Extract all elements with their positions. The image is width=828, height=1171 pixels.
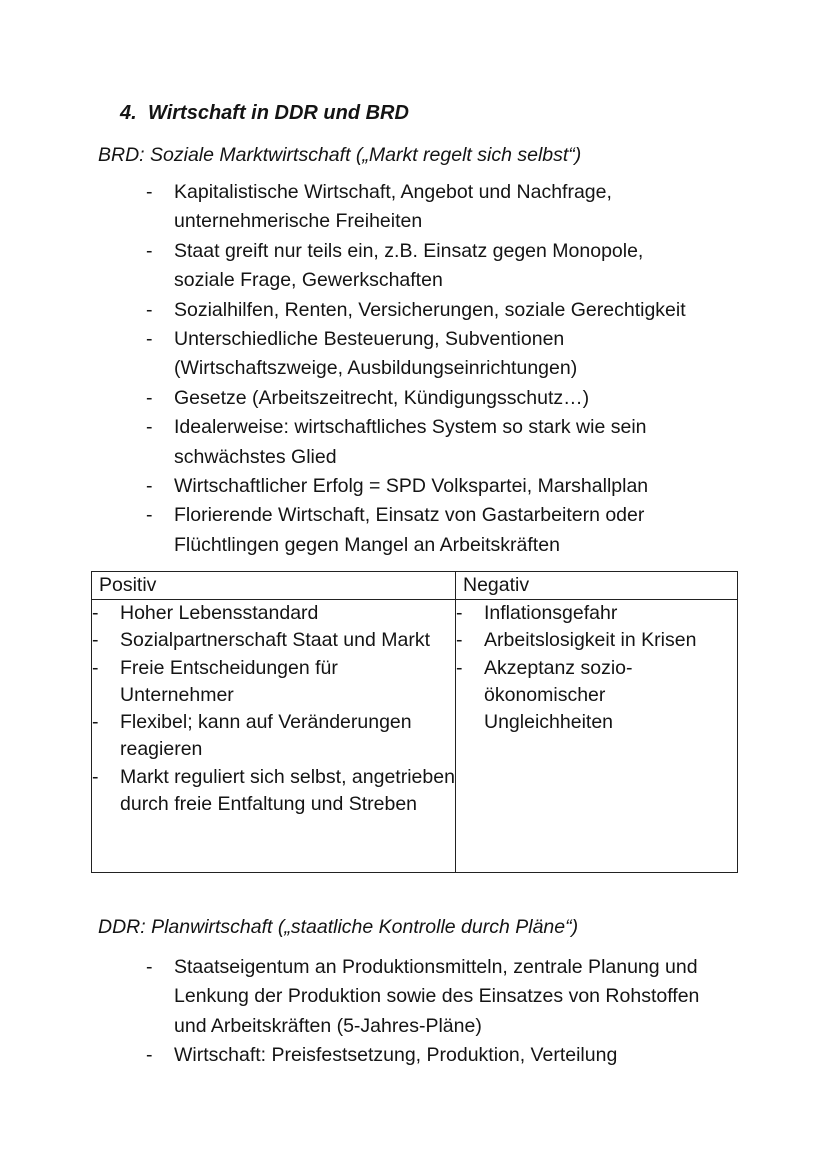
positive-cell xyxy=(92,600,456,873)
list-item: - Sozialhilfen, Renten, Versicherungen, soziale Gerechtigkeit xyxy=(146,296,736,325)
list-item: - Florierende Wirtschaft, Einsatz von Gastarbeitern oder Flüchtlingen gegen Mangel an Arbeitskräften xyxy=(146,501,736,560)
list-item: - Markt reguliert sich selbst, angetrieben durch freie Entfaltung und Streben xyxy=(92,764,455,819)
positive-list xyxy=(92,600,455,818)
list-item: - Staatseigentum an Produktionsmitteln, zentrale Planung und Lenkung der Produktion sowie des Einsatzes von Rohstoffen und Arbeitskräften (5-Jahres-Pläne) xyxy=(146,953,736,1041)
list-item: - Freie Entscheidungen für Unternehmer xyxy=(92,655,455,710)
ddr-bullet-list xyxy=(146,953,736,1071)
list-item: - Sozialpartnerschaft Staat und Markt xyxy=(92,627,455,654)
list-item: - Wirtschaftlicher Erfolg = SPD Volkspartei, Marshallplan xyxy=(146,472,736,501)
table-header-row xyxy=(92,572,738,600)
list-item: - Akzeptanz sozio-ökonomischer Ungleichheiten xyxy=(456,655,737,737)
list-item: - Staat greift nur teils ein, z.B. Einsatz gegen Monopole, soziale Frage, Gewerkschaften xyxy=(146,237,736,296)
list-item: - Unterschiedliche Besteuerung, Subventionen (Wirtschaftszweige, Ausbildungseinrichtungen) xyxy=(146,325,736,384)
section-number: 4. xyxy=(120,102,137,124)
list-item: - Wirtschaft: Preisfestsetzung, Produktion, Verteilung xyxy=(146,1041,736,1070)
list-item: - Arbeitslosigkeit in Krisen xyxy=(456,627,737,654)
brd-subtitle: BRD: Soziale Marktwirtschaft („Markt regelt sich selbst“) xyxy=(98,144,582,166)
list-item: - Hoher Lebensstandard xyxy=(92,600,455,627)
pros-cons-table xyxy=(91,571,738,873)
list-item: - Flexibel; kann auf Veränderungen reagieren xyxy=(92,709,455,764)
negative-cell xyxy=(456,600,738,873)
list-item: - Gesetze (Arbeitszeitrecht, Kündigungsschutz…) xyxy=(146,384,736,413)
table-row xyxy=(92,600,738,873)
negative-list xyxy=(456,600,737,736)
section-heading xyxy=(120,99,409,127)
ddr-subtitle: DDR: Planwirtschaft („staatliche Kontrolle durch Pläne“) xyxy=(98,916,579,938)
brd-bullet-list xyxy=(146,178,736,560)
positive-header: Positiv xyxy=(92,572,456,600)
list-item: - Inflationsgefahr xyxy=(456,600,737,627)
negative-header: Negativ xyxy=(456,572,738,600)
list-item: - Kapitalistische Wirtschaft, Angebot und Nachfrage, unternehmerische Freiheiten xyxy=(146,178,736,237)
section-title: Wirtschaft in DDR und BRD xyxy=(148,102,409,124)
list-item: - Idealerweise: wirtschaftliches System so stark wie sein schwächstes Glied xyxy=(146,413,736,472)
